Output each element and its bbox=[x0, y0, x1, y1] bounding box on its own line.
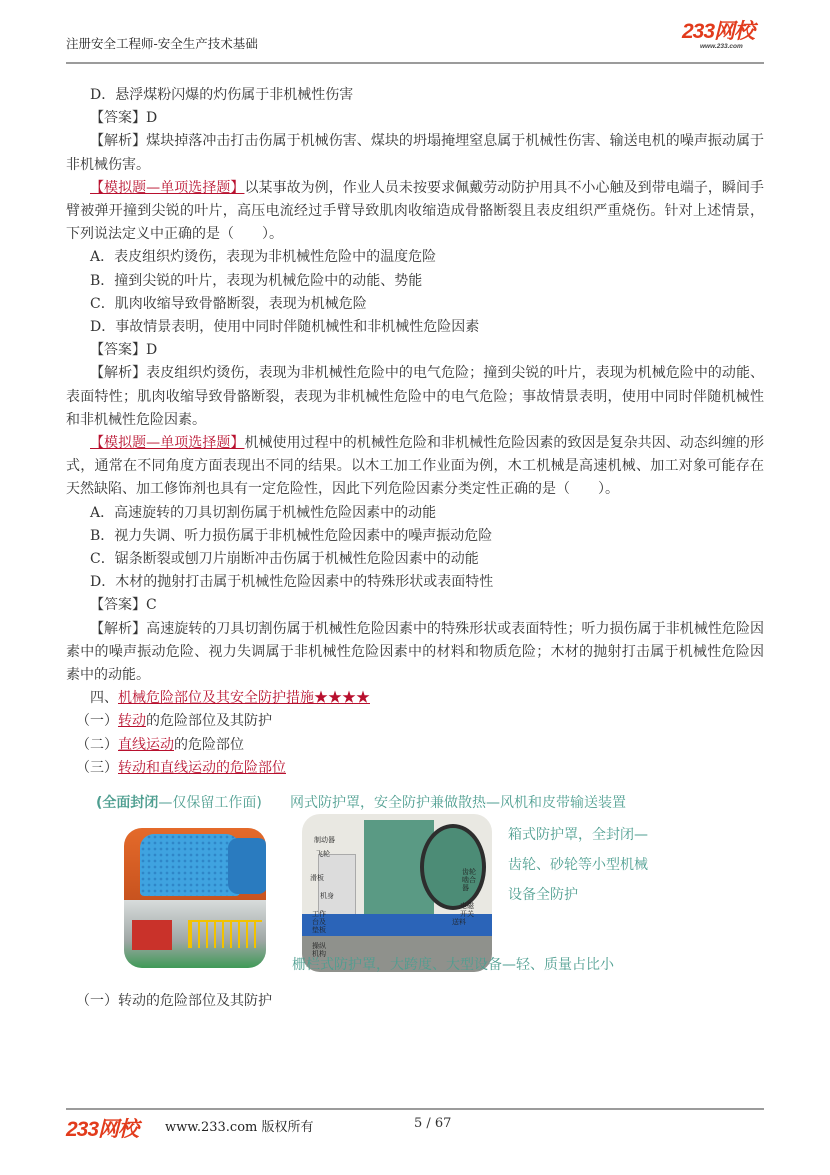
subsection-text: 的危险部位及其防护 bbox=[146, 713, 272, 730]
caption-line: 设备全防护 bbox=[508, 887, 578, 904]
photo-mesh-and-fence-guards bbox=[124, 828, 266, 968]
press-label: 送料 bbox=[452, 918, 466, 927]
page-number: 5 / 67 bbox=[414, 1116, 452, 1131]
caption-line: 齿轮、砂轮等小型机械 bbox=[508, 857, 648, 874]
q3-stem bbox=[66, 432, 764, 502]
answer-value: D bbox=[146, 110, 158, 127]
question-type-tag: 【模拟题—单项选择题】 bbox=[90, 179, 245, 196]
press-label: 机身 bbox=[320, 892, 334, 901]
subsection-link-combined[interactable]: 转动和直线运动的危险部位 bbox=[118, 759, 286, 776]
question-text: 机械使用过程中的机械性危险和非机械性危险因素的致因是复杂共因、动态纠缠的形式，通常在不同角度方面表现出不同的结果。以木工加工作业面为例，木工机械是高速机械、加工对象可能存在天然缺陷、加工修饰剂也具有一定危险性，因此下列危险因素分类定性正确的是（ ）。 bbox=[66, 435, 764, 498]
caption-line: 箱式防护罩，全封闭— bbox=[508, 827, 648, 844]
analysis-text: 煤块掉落冲击打击伤属于机械伤害、煤块的坍塌掩埋窒息属于机械性伤害、输送电机的噪声振动属于非机械伤害。 bbox=[66, 133, 764, 173]
caption-mesh-guard: 网式防护罩，安全防护兼做散热—风机和皮带输送装置 bbox=[290, 795, 626, 812]
footer-divider bbox=[66, 1108, 764, 1110]
answer-value: C bbox=[146, 597, 157, 614]
caption-box-guard bbox=[508, 820, 648, 910]
subsection-number: （一） bbox=[76, 713, 118, 730]
subsection-link-linear[interactable]: 直线运动 bbox=[118, 736, 174, 753]
closing-subsection: （一）转动的危险部位及其防护 bbox=[76, 993, 272, 1010]
press-label: 飞轮 bbox=[316, 850, 330, 859]
subsection-3 bbox=[66, 757, 764, 780]
answer-label: 【答案】 bbox=[90, 110, 146, 127]
section-heading-4 bbox=[66, 687, 764, 710]
subsection-2 bbox=[66, 734, 764, 757]
caption-fence-guard: 栅栏式防护罩，大跨度、大型设备—轻、质量占比小 bbox=[292, 957, 614, 974]
q3-option-a: A．高速旋转的刀具切割伤属于机械性危险因素中的动能 bbox=[90, 504, 437, 521]
q3-option-d: D．木材的抛射打击属于机械性危险因素中的特殊形状或表面特性 bbox=[90, 574, 494, 591]
guard-types-figure bbox=[96, 788, 716, 978]
section-title-link[interactable]: 机械危险部位及其安全防护措施★★★★ bbox=[118, 690, 370, 707]
copyright-text: www.233.com 版权所有 bbox=[165, 1120, 314, 1135]
analysis-text: 高速旋转的刀具切割伤属于机械性危险因素中的特殊形状或表面特性；听力损伤属于非机械性危险因素中的噪声振动危险、视力失调属于非机械性危险因素中的材料和物质危险；木材的抛射打击属于机械性危险因素中的动能。 bbox=[66, 620, 764, 684]
question-text: 以某事故为例，作业人员未按要求佩戴劳动防护用具不小心触及到带电端子，瞬间手臂被弹开撞到尖锐的叶片，高压电流经过手臂导致肌肉收缩造成骨骼断裂且表皮组织严重烧伤。针对上述情景，下列说法定义中正确的是（ ）。 bbox=[66, 179, 764, 243]
caption-full-enclosure bbox=[96, 792, 262, 815]
footer-logo: 233网校 bbox=[66, 1118, 139, 1141]
q3-analysis bbox=[66, 618, 764, 688]
analysis-text: 表皮组织灼烫伤，表现为非机械性危险中的电气危险；撞到尖锐的叶片，表现为机械危险中的动能、表面特性；肌肉收缩导致骨骼断裂，表现为非机械性危险中的电气危险；事故情景表明，使用中同时伴随机械性和非机械性危险因素。 bbox=[66, 365, 764, 428]
question-type-tag: 【模拟题—单项选择题】 bbox=[90, 435, 245, 452]
q3-option-b: B．视力失调、听力损伤属于非机械性危险因素中的噪声振动危险 bbox=[90, 527, 493, 544]
document-title: 注册安全工程师-安全生产技术基础 bbox=[66, 36, 258, 51]
q2-option-a: A．表皮组织灼烫伤，表现为非机械性危险中的温度危险 bbox=[90, 249, 437, 266]
press-label: 工作台及垫板 bbox=[312, 910, 326, 935]
brand-logo: 233网校 bbox=[682, 20, 755, 43]
press-label: 齿轮啮合器 bbox=[462, 868, 476, 893]
press-label: 电磁开关 bbox=[460, 902, 474, 919]
q3-option-c: C．锯条断裂或刨刀片崩断冲击伤属于机械性危险因素中的动能 bbox=[90, 551, 479, 568]
q1-answer bbox=[66, 107, 764, 130]
section-number: 四、 bbox=[90, 690, 118, 707]
caption-bold: (全面封闭 bbox=[96, 795, 159, 812]
press-label: 操纵机构 bbox=[312, 942, 326, 959]
subsection-1 bbox=[66, 710, 764, 733]
q2-option-c: C．肌肉收缩导致骨骼断裂，表现为机械危险 bbox=[90, 295, 367, 312]
q2-answer bbox=[66, 339, 764, 362]
photo-yellow-railing bbox=[188, 920, 262, 948]
header-divider bbox=[66, 62, 764, 64]
photo-punch-press bbox=[302, 814, 492, 972]
answer-value: D bbox=[146, 342, 158, 359]
photo-flywheel-guard bbox=[420, 824, 486, 910]
photo-red-machine bbox=[132, 920, 172, 950]
press-label: 制动器 bbox=[314, 836, 335, 845]
q2-stem bbox=[66, 177, 764, 247]
subsection-number: （三） bbox=[76, 759, 118, 776]
photo-blue-mesh-cage bbox=[140, 834, 240, 896]
q3-answer bbox=[66, 594, 764, 617]
photo-control-cabinet bbox=[318, 854, 356, 916]
q1-analysis bbox=[66, 130, 764, 176]
q2-option-d: D．事故情景表明，使用中同时伴随机械性和非机械性危险因素 bbox=[90, 319, 480, 336]
analysis-label: 【解析】 bbox=[90, 133, 147, 150]
subsection-text: 的危险部位 bbox=[174, 736, 244, 753]
q1-option-d: D．悬浮煤粉闪爆的灼伤属于非机械性伤害 bbox=[90, 87, 354, 103]
press-label: 滑板 bbox=[310, 874, 324, 883]
subsection-number: （二） bbox=[76, 736, 118, 753]
caption-rest: —仅保留工作面) bbox=[158, 795, 262, 812]
answer-label: 【答案】 bbox=[90, 342, 146, 359]
q2-analysis bbox=[66, 362, 764, 432]
subsection-link-rotation[interactable]: 转动 bbox=[118, 713, 146, 730]
analysis-label: 【解析】 bbox=[90, 365, 147, 382]
answer-label: 【答案】 bbox=[90, 597, 146, 614]
photo-blue-drum bbox=[228, 838, 266, 894]
analysis-label: 【解析】 bbox=[90, 620, 147, 637]
brand-logo-url: www.233.com bbox=[700, 43, 743, 50]
document-body bbox=[66, 84, 764, 1013]
q2-option-b: B．撞到尖锐的叶片，表现为机械危险中的动能、势能 bbox=[90, 272, 423, 289]
